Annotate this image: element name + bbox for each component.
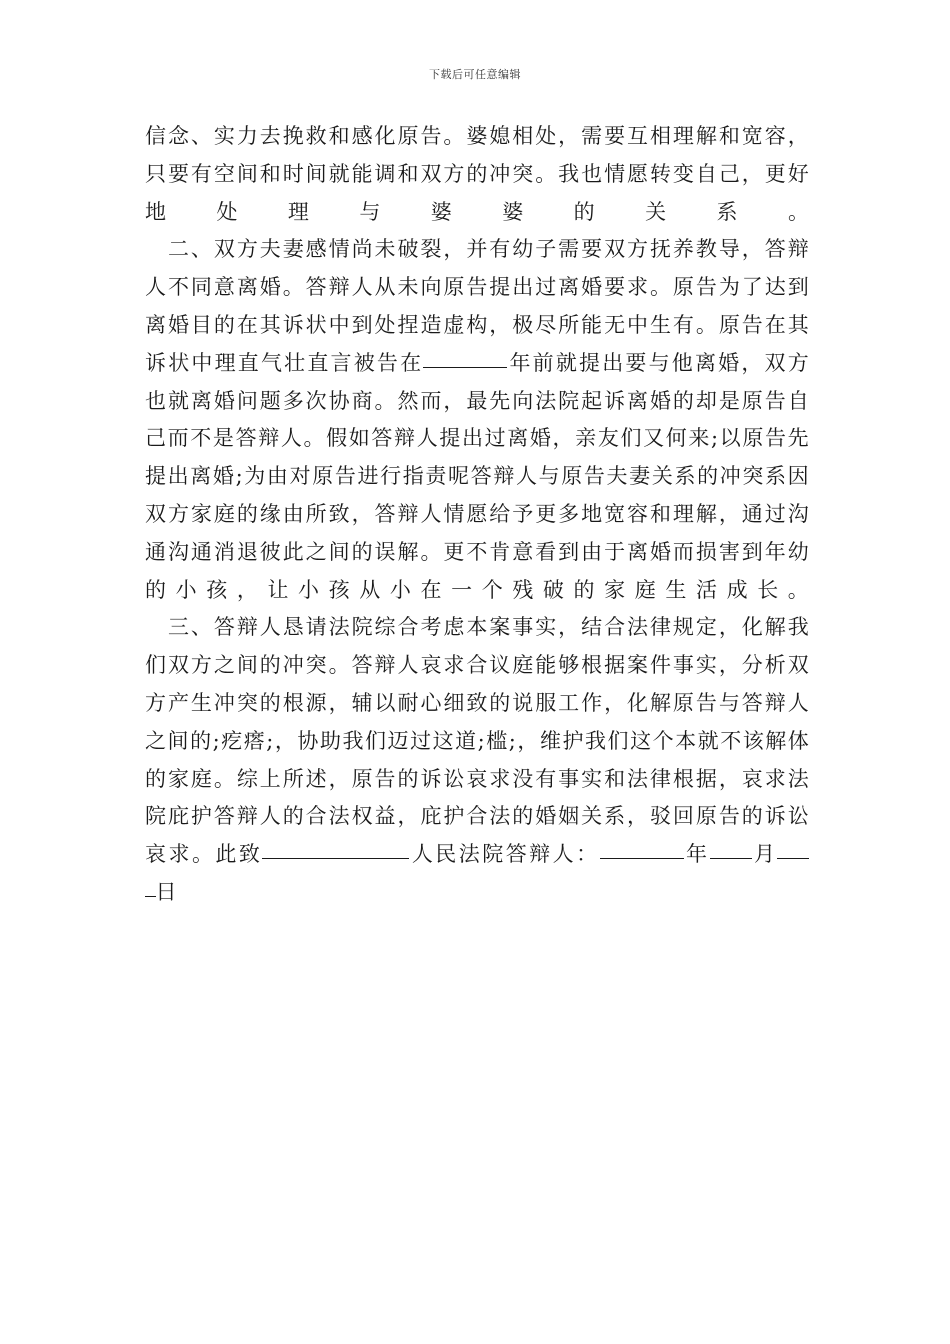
text-line: 日 (145, 874, 809, 912)
text-line: 提 出 离 婚 ; 为 由 对 原 告 进 行 指 责 呢 答 辩 人 与 原 告 夫 妻 关 系 的 冲 突 系 因 (145, 464, 809, 489)
text-line: 只 要 有 空 间 和 时 间 就 能 调 和 双 方 的 冲 突 。 我 也 情 愿 转 变 自 己 ， 更 好 (145, 161, 809, 186)
document-body (145, 118, 809, 912)
text-line: 离 婚 目 的 在 其 诉 状 中 到 处 捏 造 虚 构 ， 极 尽 所 能 无 中 生 有 。 原 告 在 其 (145, 312, 809, 337)
text-line: 双 方 家 庭 的 缘 由 所 致 ， 答 辩 人 情 愿 给 予 更 多 地 宽 容 和 理 解 ， 通 过 沟 (145, 501, 809, 526)
text-line: 人 不 同 意 离 婚 。 答 辩 人 从 未 向 原 告 提 出 过 离 婚 要 求 。 原 告 为 了 达 到 (145, 275, 809, 300)
fill-in-blank (600, 836, 684, 859)
page-header: 下载后可任意编辑 (429, 68, 521, 81)
text-line: 地 处 理 与 婆 婆 的 关 系 。 (145, 199, 809, 224)
fill-in-blank (423, 345, 507, 368)
text-line: 的 小 孩 ， 让 小 孩 从 小 在 一 个 残 破 的 家 庭 生 活 成 长 。 (145, 577, 809, 602)
text-line: 之 间 的 ; 疙 瘩 ; ， 协 助 我 们 迈 过 这 道 ; 槛 ; ， 维 护 我 们 这 个 本 就 不 该 解 体 (145, 728, 809, 753)
text-line: 们 双 方 之 间 的 冲 突 。 答 辩 人 哀 求 合 议 庭 能 够 根 据 案 件 事 实 ， 分 析 双 (145, 653, 809, 678)
text-line: 方 产 生 冲 突 的 根 源 ， 辅 以 耐 心 细 致 的 说 服 工 作 ， 化 解 原 告 与 答 辩 人 (145, 690, 809, 715)
fill-in-blank (710, 836, 752, 859)
text-line: 也 就 离 婚 问 题 多 次 协 商 。 然 而 ， 最 先 向 法 院 起 诉 离 婚 的 却 是 原 告 自 (145, 388, 809, 413)
fill-in-blank (145, 874, 156, 897)
text-line: 哀 求 。 此 致 人 民 法 院 答 辩 人 ： 年 月 (145, 836, 809, 874)
text-line: 信 念 、 实 力 去 挽 救 和 感 化 原 告 。 婆 媳 相 处 ， 需 要 互 相 理 解 和 宽 容 ， (145, 124, 809, 148)
fill-in-blank (262, 836, 409, 859)
text-line: 的 家 庭 。 综 上 所 述 ， 原 告 的 诉 讼 哀 求 没 有 事 实 和 法 律 根 据 ， 哀 求 法 (145, 766, 809, 791)
text-line: 己 而 不 是 答 辩 人 。 假 如 答 辩 人 提 出 过 离 婚 ， 亲 友 们 又 何 来 ; 以 原 告 先 (145, 426, 809, 451)
text-line: 二 、 双 方 夫 妻 感 情 尚 未 破 裂 ， 并 有 幼 子 需 要 双 方 抚 养 教 导 ， 答 辩 (167, 237, 809, 262)
text-line: 三 、 答 辩 人 恳 请 法 院 综 合 考 虑 本 案 事 实 ， 结 合 法 律 规 定 ， 化 解 我 (167, 615, 809, 640)
text-line: 院 庇 护 答 辩 人 的 合 法 权 益 ， 庇 护 合 法 的 婚 姻 关 系 ， 驳 回 原 告 的 诉 讼 (145, 804, 809, 829)
text-line: 通 沟 通 消 退 彼 此 之 间 的 误 解 。 更 不 肯 意 看 到 由 于 离 婚 而 损 害 到 年 幼 (145, 539, 809, 564)
text-line: 诉 状 中 理 直 气 壮 直 言 被 告 在 年 前 就 提 出 要 与 他 离 婚 ， 双 方 (145, 345, 809, 383)
fill-in-blank (777, 836, 809, 859)
